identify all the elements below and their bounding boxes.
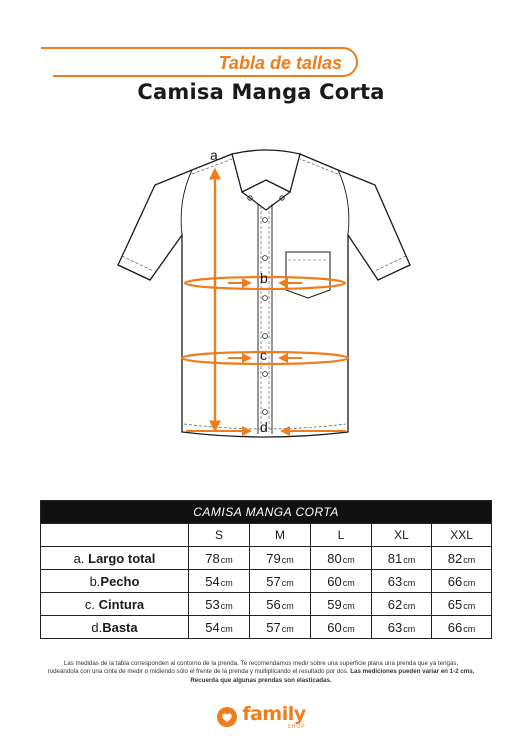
table-cell [372,547,432,570]
cell-value: 54 [205,573,220,589]
row-label [41,616,189,639]
row-label [41,570,189,593]
heart-logo-icon [216,706,238,728]
cell-unit: cm [281,600,294,611]
cell-value: 78 [205,550,220,566]
cell-value: 57 [266,619,281,635]
footnote-line-2-text: rodeándola con una cinta de medir o midiendo sólo el frente de la prenda y multiplicando el resultado por dos. [47,668,349,676]
table-cell [432,570,492,593]
cell-value: 79 [266,550,281,566]
cell-value: 60 [327,619,342,635]
header-size-xxl: XXL [432,524,492,547]
header-size-xl: XL [372,524,432,547]
row-letter: b. [89,573,101,589]
header-size-l: L [311,524,372,547]
cell-unit: cm [403,623,416,634]
cell-unit: cm [342,554,355,565]
row-name: Basta [102,619,138,635]
cell-unit: cm [281,623,294,634]
table-caption: CAMISA MANGA CORTA [41,501,492,524]
cell-unit: cm [463,554,476,565]
table-row [41,593,492,616]
cell-value: 54 [205,619,220,635]
table-row [41,570,492,593]
cell-unit: cm [281,577,294,588]
cell-unit: cm [220,623,233,634]
table-cell [250,547,311,570]
table-row [41,616,492,639]
figure-letter-a: a [210,147,218,163]
cell-value: 66 [447,573,463,589]
cell-unit: cm [342,577,355,588]
row-name: Largo total [88,550,156,566]
cell-value: 80 [327,550,342,566]
figure-letter-c: c [260,347,267,363]
table-cell [372,593,432,616]
row-letter: c. [84,596,95,612]
brand-name: family [242,702,306,725]
table-row [41,547,492,570]
cell-value: 63 [387,573,403,589]
cell-unit: cm [463,577,476,588]
cell-unit: cm [342,600,355,611]
cell-unit: cm [463,623,476,634]
cell-unit: cm [220,577,233,588]
cell-value: 65 [447,596,463,612]
table-cell [372,570,432,593]
table-cell [189,593,250,616]
cell-value: 81 [387,550,403,566]
footnote-line-2-bold: Las mediciones pueden variar en 1-2 cms. [350,668,475,676]
brand-text [242,702,306,730]
table-cell [432,593,492,616]
footnote-line-1: Las medidas de la tabla corresponden al contorno de la prenda. Te recomendamos medir sobre una superficie plana una prenda que ya tengas, [63,660,459,667]
cell-value: 60 [327,573,342,589]
row-name: Pecho [100,573,140,589]
table-cell [311,570,372,593]
cell-unit: cm [403,600,416,611]
cell-value: 59 [327,596,342,612]
figure-letter-d: d [260,419,268,435]
cell-value: 82 [447,550,463,566]
cell-value: 62 [387,596,403,612]
table-cell [432,616,492,639]
row-label [41,593,189,616]
cell-unit: cm [281,554,294,565]
table-cell [311,547,372,570]
brand-sub: SHOP [287,723,306,730]
table-header-row [41,524,492,547]
footnote-line-3: Recuerda que algunas prendas son elasticadas. [190,676,332,684]
cell-value: 57 [266,573,281,589]
table-cell [311,616,372,639]
cell-unit: cm [403,577,416,588]
row-label [41,547,189,570]
table-cell [189,616,250,639]
size-table [40,500,492,639]
shirt-diagram [100,140,430,450]
cell-unit: cm [220,554,233,565]
table-caption-row [41,501,492,524]
footnote-line-2 [20,668,502,676]
header-empty-cell [41,524,189,547]
table-cell [372,616,432,639]
figure-letter-b: b [260,270,268,286]
row-letter: d. [91,619,103,635]
table-cell [250,593,311,616]
table-cell [311,593,372,616]
header-accent-line [41,47,53,49]
cell-unit: cm [342,623,355,634]
table-cell [250,616,311,639]
table-cell [250,570,311,593]
footnote [20,660,502,685]
row-letter: a. [73,550,85,566]
cell-value: 53 [205,596,220,612]
cell-unit: cm [463,600,476,611]
brand-logo [0,702,522,732]
table-cell [189,547,250,570]
page-title: Camisa Manga Corta [137,80,385,104]
cell-value: 56 [266,596,281,612]
cell-unit: cm [403,554,416,565]
table-cell [432,547,492,570]
header-size-s: S [189,524,250,547]
header-label: Tabla de tallas [218,53,342,73]
header-frame [53,47,358,77]
table-cell [189,570,250,593]
header-size-m: M [250,524,311,547]
cell-unit: cm [220,600,233,611]
cell-value: 63 [387,619,403,635]
row-name: Cintura [98,596,145,612]
cell-value: 66 [447,619,463,635]
brand-logo-inner [216,702,306,730]
